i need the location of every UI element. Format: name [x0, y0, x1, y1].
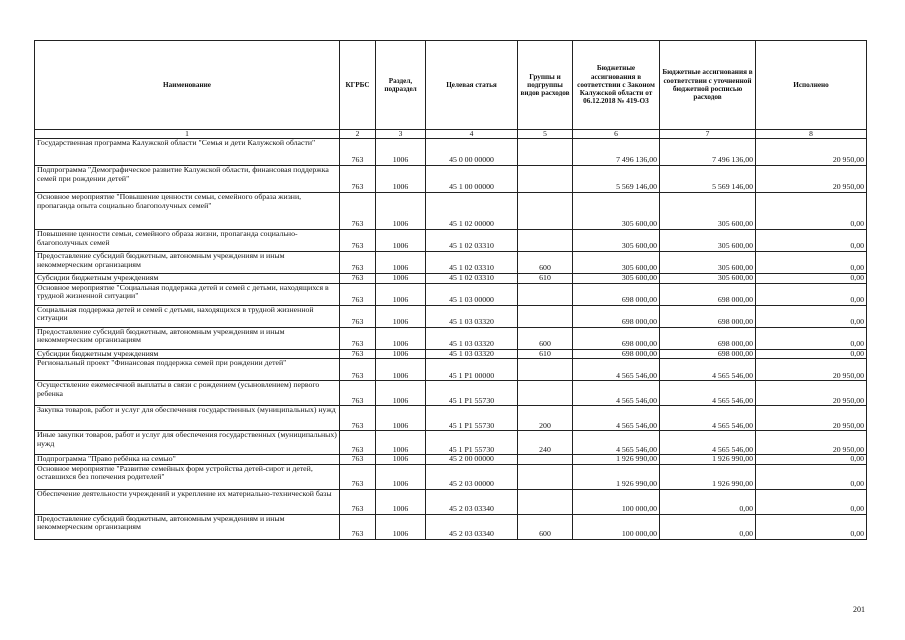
- row-law: 698 000,00: [573, 305, 660, 327]
- row-kgrbs: 763: [340, 274, 376, 284]
- header-section: Раздел, подраздел: [376, 41, 426, 130]
- row-law: 698 000,00: [573, 283, 660, 305]
- row-group: 600: [518, 514, 573, 539]
- row-group: [518, 283, 573, 305]
- row-section: 1006: [376, 406, 426, 431]
- row-kgrbs: 763: [340, 193, 376, 230]
- row-law: 7 496 136,00: [573, 139, 660, 166]
- header-law: Бюджетные ассигнования в соответствии с Законом Калужской области от 06.12.2018 № 419-ОЗ: [573, 41, 660, 130]
- header-groups: Группы и подгруппы видов расходов: [518, 41, 573, 130]
- row-refined: 305 600,00: [660, 252, 756, 274]
- row-section: 1006: [376, 431, 426, 455]
- row-kgrbs: 763: [340, 283, 376, 305]
- row-name: Региональный проект "Финансовая поддержка семей при рождении детей": [35, 359, 340, 381]
- row-kgrbs: 763: [340, 455, 376, 465]
- row-group: [518, 230, 573, 252]
- row-refined: 698 000,00: [660, 349, 756, 359]
- row-target: 45 1 P1 55730: [426, 431, 518, 455]
- row-refined: 1 926 990,00: [660, 455, 756, 465]
- row-group: [518, 139, 573, 166]
- row-refined: 305 600,00: [660, 230, 756, 252]
- row-group: 610: [518, 349, 573, 359]
- table-row: [35, 230, 867, 252]
- row-executed: 0,00: [756, 283, 867, 305]
- row-law: 4 565 546,00: [573, 431, 660, 455]
- row-name: Обеспечение деятельности учреждений и укрепление их материально-технической базы: [35, 489, 340, 514]
- row-target: 45 2 03 03340: [426, 514, 518, 539]
- row-section: 1006: [376, 455, 426, 465]
- table-row: [35, 455, 867, 465]
- row-refined: 0,00: [660, 489, 756, 514]
- table-row: [35, 283, 867, 305]
- row-group: [518, 166, 573, 193]
- row-refined: 5 569 146,00: [660, 166, 756, 193]
- table-row: [35, 431, 867, 455]
- row-target: 45 2 03 00000: [426, 464, 518, 489]
- row-refined: 698 000,00: [660, 305, 756, 327]
- row-kgrbs: 763: [340, 489, 376, 514]
- row-executed: 20 950,00: [756, 166, 867, 193]
- row-group: [518, 359, 573, 381]
- row-name: Государственная программа Калужской области "Семья и дети Калужской области": [35, 139, 340, 166]
- row-executed: 0,00: [756, 349, 867, 359]
- column-number: 5: [518, 130, 573, 139]
- row-executed: 20 950,00: [756, 359, 867, 381]
- row-section: 1006: [376, 283, 426, 305]
- row-law: 698 000,00: [573, 327, 660, 349]
- row-name: Предоставление субсидий бюджетным, автономным учреждениям и иным некоммерческим организациям: [35, 327, 340, 349]
- row-section: 1006: [376, 193, 426, 230]
- row-target: 45 1 02 03310: [426, 252, 518, 274]
- table-row: [35, 406, 867, 431]
- row-law: 305 600,00: [573, 252, 660, 274]
- page-number: 201: [853, 605, 865, 614]
- row-executed: 20 950,00: [756, 139, 867, 166]
- row-section: 1006: [376, 252, 426, 274]
- row-target: 45 1 02 00000: [426, 193, 518, 230]
- table-row: [35, 464, 867, 489]
- row-name: Социальная поддержка детей и семей с детьми, находящихся в трудной жизненной ситуации: [35, 305, 340, 327]
- column-number: 3: [376, 130, 426, 139]
- row-executed: 0,00: [756, 252, 867, 274]
- table-row: [35, 327, 867, 349]
- row-section: 1006: [376, 514, 426, 539]
- row-target: 45 1 P1 55730: [426, 406, 518, 431]
- row-kgrbs: 763: [340, 139, 376, 166]
- row-name: Субсидии бюджетным учреждениям: [35, 274, 340, 284]
- row-section: 1006: [376, 349, 426, 359]
- budget-table: [34, 40, 867, 540]
- row-section: 1006: [376, 305, 426, 327]
- row-group: [518, 381, 573, 406]
- row-law: 305 600,00: [573, 193, 660, 230]
- row-executed: 20 950,00: [756, 381, 867, 406]
- row-target: 45 1 P1 55730: [426, 381, 518, 406]
- row-refined: 698 000,00: [660, 327, 756, 349]
- header-kgrbs: КГРБС: [340, 41, 376, 130]
- row-executed: 0,00: [756, 489, 867, 514]
- row-name: Основное мероприятие "Социальная поддержка детей и семей с детьми, находящихся в трудной жизненной ситуации": [35, 283, 340, 305]
- row-refined: 4 565 546,00: [660, 431, 756, 455]
- row-refined: 0,00: [660, 514, 756, 539]
- row-law: 1 926 990,00: [573, 464, 660, 489]
- row-target: 45 2 00 00000: [426, 455, 518, 465]
- header-target: Целевая статья: [426, 41, 518, 130]
- row-name: Подпрограмма "Право ребёнка на семью": [35, 455, 340, 465]
- row-refined: 7 496 136,00: [660, 139, 756, 166]
- row-name: Субсидии бюджетным учреждениям: [35, 349, 340, 359]
- row-section: 1006: [376, 489, 426, 514]
- row-name: Предоставление субсидий бюджетным, автономным учреждениям и иным некоммерческим организациям: [35, 514, 340, 539]
- row-law: 305 600,00: [573, 274, 660, 284]
- row-group: 600: [518, 327, 573, 349]
- row-name: Подпрограмма "Демографическое развитие Калужской области, финансовая поддержка семей при рождении детей": [35, 166, 340, 193]
- column-number: 4: [426, 130, 518, 139]
- row-target: 45 1 P1 00000: [426, 359, 518, 381]
- row-name: Осуществление ежемесячной выплаты в связи с рождением (усыновлением) первого ребенка: [35, 381, 340, 406]
- row-law: 4 565 546,00: [573, 381, 660, 406]
- row-group: 240: [518, 431, 573, 455]
- table-row: [35, 305, 867, 327]
- row-kgrbs: 763: [340, 406, 376, 431]
- row-kgrbs: 763: [340, 464, 376, 489]
- row-law: 1 926 990,00: [573, 455, 660, 465]
- column-number: 7: [660, 130, 756, 139]
- row-executed: 20 950,00: [756, 406, 867, 431]
- row-executed: 0,00: [756, 455, 867, 465]
- row-name: Предоставление субсидий бюджетным, автономным учреждениям и иным некоммерческим организациям: [35, 252, 340, 274]
- row-section: 1006: [376, 166, 426, 193]
- row-name: Повышение ценности семьи, семейного образа жизни, пропаганда социально-благополучных семей: [35, 230, 340, 252]
- row-kgrbs: 763: [340, 514, 376, 539]
- row-refined: 4 565 546,00: [660, 359, 756, 381]
- column-number: 6: [573, 130, 660, 139]
- table-row: [35, 274, 867, 284]
- row-group: 200: [518, 406, 573, 431]
- row-executed: 0,00: [756, 514, 867, 539]
- table-row: [35, 166, 867, 193]
- row-target: 45 1 03 00000: [426, 283, 518, 305]
- row-group: [518, 305, 573, 327]
- row-kgrbs: 763: [340, 359, 376, 381]
- row-target: 45 1 02 03310: [426, 274, 518, 284]
- row-executed: 20 950,00: [756, 431, 867, 455]
- row-section: 1006: [376, 274, 426, 284]
- row-target: 45 0 00 00000: [426, 139, 518, 166]
- row-refined: 4 565 546,00: [660, 406, 756, 431]
- table-row: [35, 514, 867, 539]
- table-row: [35, 489, 867, 514]
- row-section: 1006: [376, 359, 426, 381]
- row-name: Иные закупки товаров, работ и услуг для обеспечения государственных (муниципальных) нужд: [35, 431, 340, 455]
- row-law: 305 600,00: [573, 230, 660, 252]
- header-refined: Бюджетные ассигнования в соответствии с уточненной бюджетной росписью расходов: [660, 41, 756, 130]
- row-target: 45 1 03 03320: [426, 349, 518, 359]
- row-law: 698 000,00: [573, 349, 660, 359]
- table-row: [35, 193, 867, 230]
- table-body: [35, 139, 867, 540]
- row-law: 4 565 546,00: [573, 359, 660, 381]
- row-executed: 0,00: [756, 274, 867, 284]
- row-kgrbs: 763: [340, 327, 376, 349]
- row-kgrbs: 763: [340, 349, 376, 359]
- row-kgrbs: 763: [340, 381, 376, 406]
- row-section: 1006: [376, 464, 426, 489]
- row-target: 45 2 03 03340: [426, 489, 518, 514]
- row-executed: 0,00: [756, 230, 867, 252]
- table-row: [35, 359, 867, 381]
- row-refined: 4 565 546,00: [660, 381, 756, 406]
- row-refined: 305 600,00: [660, 274, 756, 284]
- row-target: 45 1 03 03320: [426, 327, 518, 349]
- row-law: 5 569 146,00: [573, 166, 660, 193]
- row-section: 1006: [376, 230, 426, 252]
- column-number: 2: [340, 130, 376, 139]
- table-header-row: [35, 41, 867, 130]
- row-kgrbs: 763: [340, 230, 376, 252]
- row-executed: 0,00: [756, 305, 867, 327]
- row-group: 610: [518, 274, 573, 284]
- row-refined: 698 000,00: [660, 283, 756, 305]
- row-refined: 1 926 990,00: [660, 464, 756, 489]
- column-number: 1: [35, 130, 340, 139]
- row-group: [518, 464, 573, 489]
- row-group: [518, 489, 573, 514]
- column-number: 8: [756, 130, 867, 139]
- header-name: Наименование: [35, 41, 340, 130]
- table-row: [35, 139, 867, 166]
- row-executed: 0,00: [756, 327, 867, 349]
- row-group: 600: [518, 252, 573, 274]
- row-kgrbs: 763: [340, 431, 376, 455]
- row-section: 1006: [376, 381, 426, 406]
- row-group: [518, 193, 573, 230]
- row-kgrbs: 763: [340, 166, 376, 193]
- table-row: [35, 252, 867, 274]
- row-kgrbs: 763: [340, 252, 376, 274]
- row-refined: 305 600,00: [660, 193, 756, 230]
- row-law: 100 000,00: [573, 489, 660, 514]
- row-group: [518, 455, 573, 465]
- row-target: 45 1 02 03310: [426, 230, 518, 252]
- row-target: 45 1 03 03320: [426, 305, 518, 327]
- row-law: 100 000,00: [573, 514, 660, 539]
- row-executed: 0,00: [756, 193, 867, 230]
- row-kgrbs: 763: [340, 305, 376, 327]
- row-name: Основное мероприятие "Развитие семейных форм устройства детей-сирот и детей, оставшихся без попечения родителей": [35, 464, 340, 489]
- row-law: 4 565 546,00: [573, 406, 660, 431]
- row-section: 1006: [376, 139, 426, 166]
- row-section: 1006: [376, 327, 426, 349]
- row-executed: 0,00: [756, 464, 867, 489]
- row-target: 45 1 00 00000: [426, 166, 518, 193]
- table-row: [35, 381, 867, 406]
- row-name: Основное мероприятие "Повышение ценности семьи, семейного образа жизни, пропаганда опыта социально благополучных семей": [35, 193, 340, 230]
- row-name: Закупка товаров, работ и услуг для обеспечения государственных (муниципальных) нужд: [35, 406, 340, 431]
- header-executed: Исполнено: [756, 41, 867, 130]
